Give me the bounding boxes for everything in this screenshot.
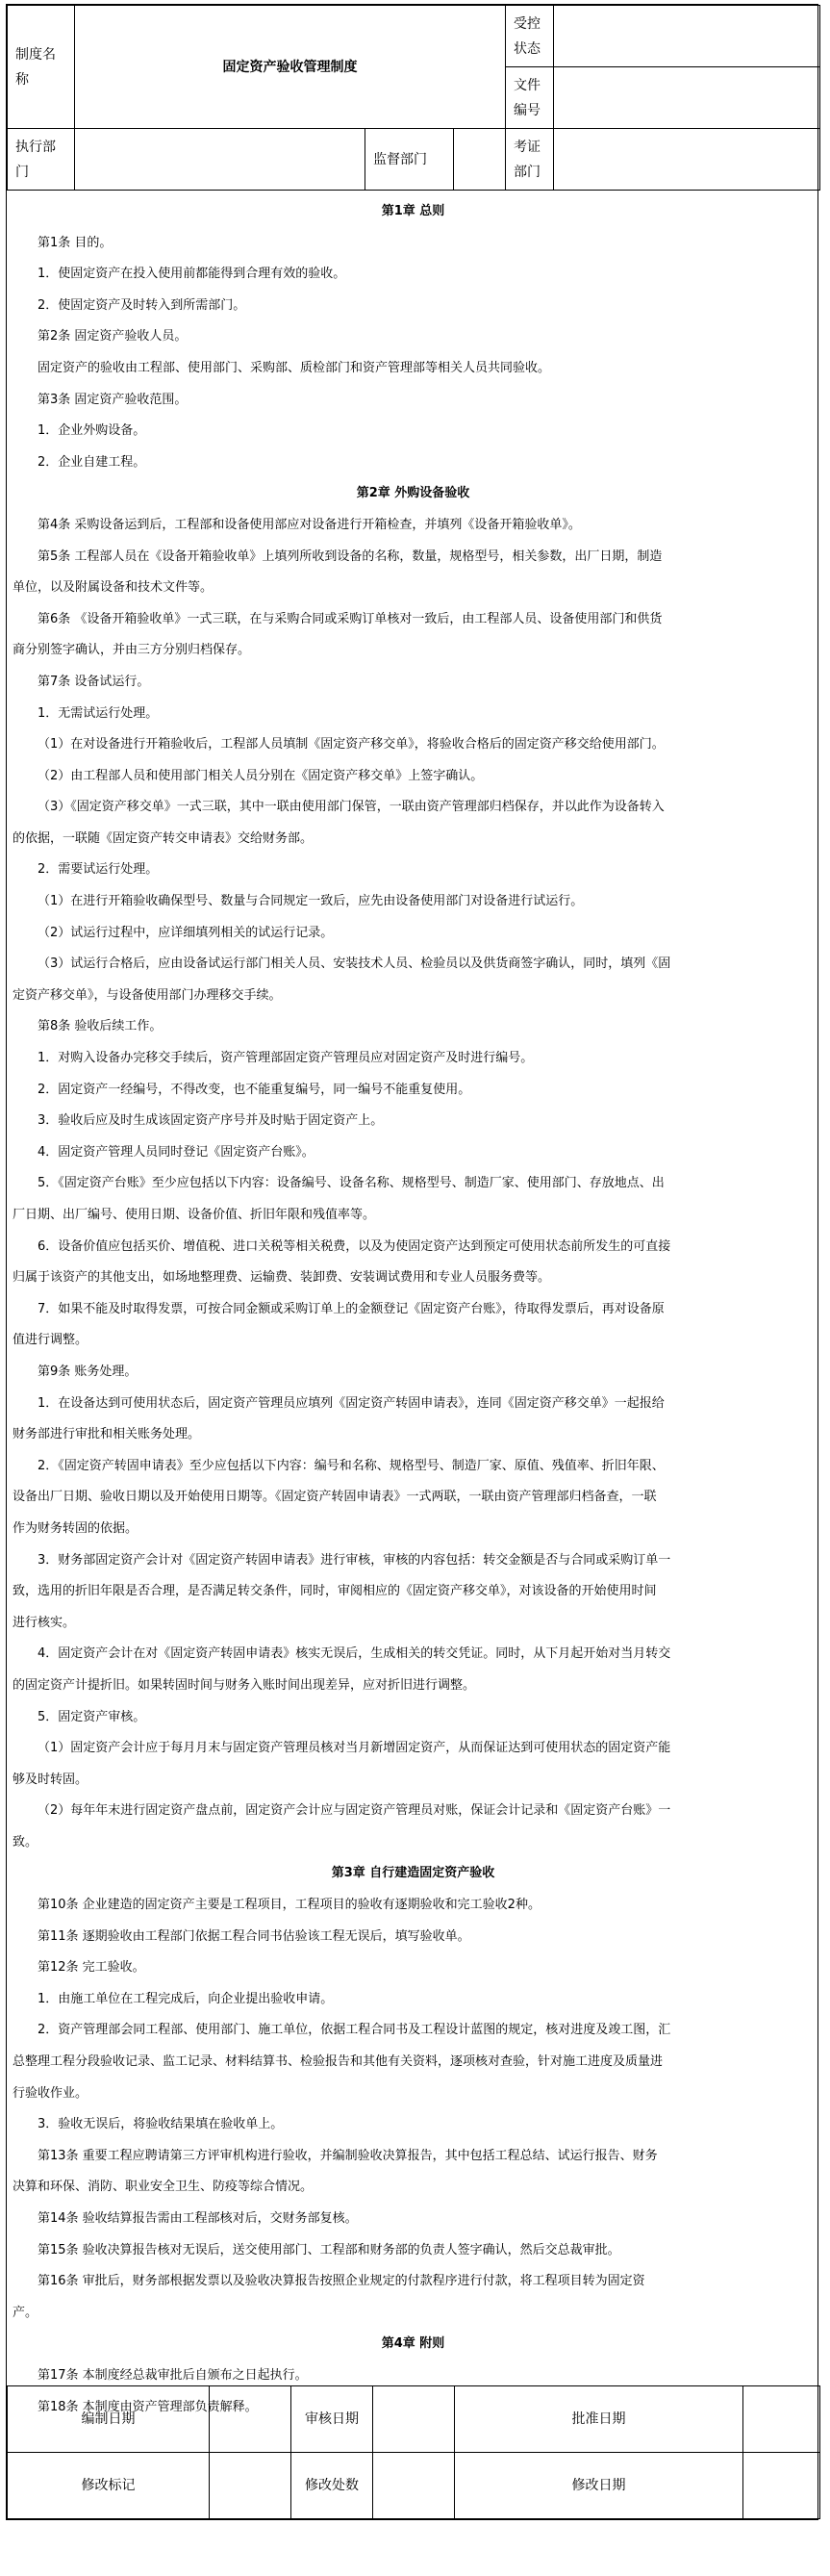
revision-count-value [373, 2453, 455, 2519]
body-line: （2）试运行过程中，应详细填列相关的试运行记录。 [38, 925, 334, 940]
body-line: 1．无需试运行处理。 [38, 705, 159, 721]
chapter-heading: 第4章 附则 [381, 2336, 445, 2352]
body-line: 5．《固定资产台账》至少应包括以下内容：设备编号、设备名称、规格型号、制造厂家、使用部门、存放地点、出 [38, 1176, 665, 1191]
body-line: 2．使固定资产及时转入到所需部门。 [38, 297, 246, 313]
body-line: 财务部进行审批和相关账务处理。 [13, 1427, 201, 1442]
revision-mark-value [210, 2453, 291, 2519]
body-line: 4．固定资产管理人员同时登记《固定资产台账》。 [38, 1144, 314, 1160]
chapter-heading: 第3章 自行建造固定资产验收 [331, 1866, 495, 1881]
body-line: 1．在设备达到可使用状态后，固定资产管理员应填列《固定资产转固申请表》，连同《固定资产移交单》一起报给 [38, 1395, 665, 1411]
body-line: 第3条 固定资产验收范围。 [38, 392, 188, 407]
body-line: （1）固定资产会计应于每月月末与固定资产管理员核对当月新增固定资产，从而保证达到可使用状态的固定资产能 [38, 1741, 671, 1756]
body-line: 商分别签字确认，并由三方分别归档保存。 [13, 643, 251, 658]
body-line: 2．《固定资产转固申请表》至少应包括以下内容：编号和名称、规格型号、制造厂家、原值、残值率、折旧年限、 [38, 1458, 665, 1473]
revision-mark-label: 修改标记 [8, 2453, 210, 2519]
body-line: 第2条 固定资产验收人员。 [38, 329, 188, 344]
revision-date-label: 修改日期 [455, 2453, 743, 2519]
revision-count-label: 修改处数 [291, 2453, 373, 2519]
body-line: 第13条 重要工程应聘请第三方评审机构进行验收，并编制验收决算报告，其中包括工程总结、试运行报告、财务 [38, 2148, 658, 2163]
control-status-label: 受控状态 [506, 6, 554, 67]
body-line: 1．对购入设备办完移交手续后，资产管理部固定资产管理员应对固定资产及时进行编号。 [38, 1051, 534, 1066]
body-line: 2．需要试运行处理。 [38, 862, 159, 878]
body-line: 作为财务转固的依据。 [13, 1520, 138, 1536]
body-line: 的依据，一联随《固定资产转交申请表》交给财务部。 [13, 830, 314, 846]
body-line: 4．固定资产会计在对《固定资产转固申请表》核实无误后，生成相关的转交凭证。同时，从下月起开始对当月转交 [38, 1646, 671, 1662]
approve-date-label: 批准日期 [455, 2386, 743, 2453]
footer-table [7, 2385, 820, 2519]
header-table [7, 5, 820, 191]
exam-dept-label: 考证部门 [506, 129, 554, 191]
body-line: 2．固定资产一经编号，不得改变，也不能重复编号，同一编号不能重复使用。 [38, 1082, 471, 1097]
body-line: 第7条 设备试运行。 [38, 674, 150, 689]
document-page [6, 4, 818, 2520]
body-line: 第10条 企业建造的固定资产主要是工程项目，工程项目的验收有逐期验收和完工验收2种。 [38, 1898, 541, 1913]
supervise-dept-value [454, 129, 506, 191]
document-title: 固定资产验收管理制度 [75, 6, 506, 129]
body-line: 1．使固定资产在投入使用前都能得到合理有效的验收。 [38, 267, 346, 282]
body-line: 1．由施工单位在工程完成后，向企业提出验收申请。 [38, 1991, 334, 2006]
body-line: 决算和环保、消防、职业安全卫生、防疫等综合情况。 [13, 2180, 314, 2195]
review-date-value [373, 2386, 455, 2453]
body-line: 3．财务部固定资产会计对《固定资产转固申请表》进行审核，审核的内容包括：转交金额是否与合同或采购订单一 [38, 1552, 671, 1568]
revision-date-value [743, 2453, 820, 2519]
body-line: 厂日期、出厂编号、使用日期、设备价值、折旧年限和残值率等。 [13, 1208, 376, 1222]
body-line: 3．验收后应及时生成该固定资产序号并及时贴于固定资产上。 [38, 1113, 384, 1129]
exec-dept-value [75, 129, 365, 191]
body-line: （1）在对设备进行开箱验收后，工程部人员填制《固定资产移交单》，将验收合格后的固定资产移交给使用部门。 [38, 737, 665, 752]
body-line: 5．固定资产审核。 [38, 1709, 146, 1724]
exec-dept-label: 执行部门 [8, 129, 75, 191]
body-line: 第16条 审批后，财务部根据发票以及验收决算报告按照企业规定的付款程序进行付款，将工程项目转为固定资 [38, 2274, 645, 2289]
body-line: （2）由工程部人员和使用部门相关人员分别在《固定资产移交单》上签字确认。 [38, 768, 484, 783]
body-line: 6．设备价值应包括买价、增值税、进口关税等相关税费，以及为使固定资产达到预定可使用状态前所发生的可直接 [38, 1238, 671, 1254]
body-line: 定资产移交单》，与设备使用部门办理移交手续。 [13, 987, 282, 1003]
body-line: 产。 [13, 2305, 38, 2320]
body-line: 致，选用的折旧年限是否合理，是否满足转交条件，同时，审阅相应的《固定资产移交单》，对该设备的开始使用时间 [13, 1584, 657, 1599]
prepare-date-value [210, 2386, 291, 2453]
exam-dept-value [554, 129, 820, 191]
body-line: （3）试运行合格后，应由设备试运行部门相关人员、安装技术人员、检验员以及供货商签字确认，同时，填列《固 [38, 956, 671, 972]
body-line: （1）在进行开箱验收确保型号、数量与合同规定一致后，应先由设备使用部门对设备进行试运行。 [38, 894, 584, 909]
body-line: 第8条 验收后续工作。 [38, 1019, 163, 1034]
body-line: 第6条 《设备开箱验收单》一式三联，在与采购合同或采购订单核对一致后，由工程部人员、设备使用部门和供货 [38, 611, 663, 626]
body-line: 归属于该资产的其他支出，如场地整理费、运输费、装卸费、安装调试费用和专业人员服务费等。 [13, 1270, 551, 1286]
chapter-heading: 第1章 总则 [381, 204, 445, 218]
body-line: 致。 [13, 1834, 38, 1849]
body-line: 的固定资产计提折旧。如果转固时间与财务入账时间出现差异，应对折旧进行调整。 [13, 1677, 476, 1693]
body-line: 单位，以及附属设备和技术文件等。 [13, 580, 214, 596]
supervise-dept-label: 监督部门 [365, 129, 454, 191]
body-line: 第1条 目的。 [38, 235, 113, 250]
body-line: 第5条 工程部人员在《设备开箱验收单》上填列所收到设备的名称，数量，规格型号，相关参数，出厂日期，制造 [38, 548, 663, 564]
body-line: 2．企业自建工程。 [38, 454, 146, 470]
body-line: 7．如果不能及时取得发票，可按合同金额或采购订单上的金额登记《固定资产台账》，待取得发票后，再对设备原 [38, 1301, 665, 1316]
body-line: 第12条 完工验收。 [38, 1960, 145, 1976]
body-line: 设备出厂日期、验收日期以及开始使用日期等。《固定资产转固申请表》一式两联，一联由资产管理部归档备查，一联 [13, 1490, 657, 1505]
approve-date-value [743, 2386, 820, 2453]
body-line: 1．企业外购设备。 [38, 423, 146, 439]
body-line: （3）《固定资产移交单》一式三联，其中一联由使用部门保管，一联由资产管理部归档保存，并以此作为设备转入 [38, 800, 665, 815]
body-line: 第11条 逐期验收由工程部门依据工程合同书估验该工程无误后，填写验收单。 [38, 1928, 470, 1944]
body-line: 第17条 本制度经总裁审批后自颁布之日起执行。 [38, 2367, 308, 2383]
body-line: 第9条 账务处理。 [38, 1364, 138, 1379]
body-line: 第15条 验收决算报告核对无误后，送交使用部门、工程部和财务部的负责人签字确认，然后交总裁审批。 [38, 2242, 620, 2257]
review-date-label: 审核日期 [291, 2386, 373, 2453]
body-line: 行验收作业。 [13, 2085, 88, 2101]
body-line: 第18条 本制度由资产管理部负责解释。 [38, 2399, 258, 2414]
body-line: （2）每年年末进行固定资产盘点前，固定资产会计应与固定资产管理员对账，保证会计记录和《固定资产台账》一 [38, 1803, 671, 1819]
body-line: 第4条 采购设备运到后，工程部和设备使用部应对设备进行开箱检查，并填列《设备开箱验收单》。 [38, 517, 581, 532]
chapter-heading: 第2章 外购设备验收 [356, 486, 470, 501]
document-body [7, 191, 817, 2423]
control-status-value [554, 6, 820, 67]
file-no-label: 文件编号 [506, 67, 554, 129]
body-line: 进行核实。 [13, 1615, 76, 1630]
body-line: 总整理工程分段验收记录、监工记录、材料结算书、检验报告和其他有关资料，逐项核对查验，针对施工进度及质量进 [13, 2054, 664, 2070]
body-line: 固定资产的验收由工程部、使用部门、采购部、质检部门和资产管理部等相关人员共同验收。 [38, 360, 551, 375]
body-line: 第14条 验收结算报告需由工程部核对后，交财务部复核。 [38, 2211, 358, 2226]
body-line: 值进行调整。 [13, 1333, 88, 1348]
name-label: 制度名称 [8, 6, 75, 129]
body-line: 够及时转固。 [13, 1772, 88, 1787]
body-line: 2．资产管理部会同工程部、使用部门、施工单位，依据工程合同书及工程设计蓝图的规定，核对进度及竣工图，汇 [38, 2023, 671, 2038]
prepare-date-label: 编制日期 [8, 2386, 210, 2453]
file-no-value [554, 67, 820, 129]
body-line: 3．验收无误后，将验收结果填在验收单上。 [38, 2117, 284, 2132]
